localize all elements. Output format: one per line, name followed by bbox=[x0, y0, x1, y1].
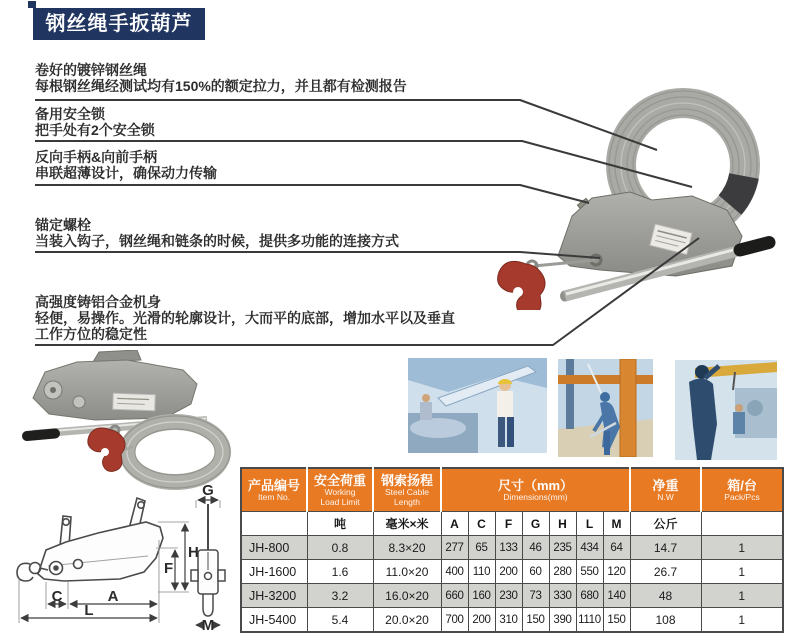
header-pack: 箱/台 Pack/Pcs bbox=[701, 468, 783, 512]
cell: 65 bbox=[468, 536, 495, 560]
name-plate bbox=[113, 393, 156, 410]
unit-cell: 吨 bbox=[307, 512, 373, 536]
usage-photo-2 bbox=[558, 359, 653, 457]
cell: 133 bbox=[495, 536, 522, 560]
header-net-weight: 净重 N.W bbox=[630, 468, 701, 512]
feature-block-wire-rope bbox=[35, 62, 407, 94]
feature-heading: 卷好的镀锌钢丝绳 bbox=[35, 62, 147, 78]
red-hook bbox=[498, 261, 545, 310]
feature-block-safety-lock bbox=[35, 106, 155, 138]
cell: 8.3×20 bbox=[373, 536, 441, 560]
unit-cell: H bbox=[549, 512, 576, 536]
cell: 0.8 bbox=[307, 536, 373, 560]
cell: 11.0×20 bbox=[373, 560, 441, 584]
cell: 108 bbox=[630, 608, 701, 633]
corner-mark bbox=[28, 1, 36, 8]
cell: 277 bbox=[441, 536, 468, 560]
unit-cell bbox=[701, 512, 783, 536]
hook-throat bbox=[101, 448, 109, 456]
table-row bbox=[241, 608, 783, 633]
cell: 60 bbox=[522, 560, 549, 584]
cell: 400 bbox=[441, 560, 468, 584]
cell: 73 bbox=[522, 584, 549, 608]
feature-line: 把手处有2个安全锁 bbox=[35, 122, 155, 138]
cell: 1 bbox=[701, 560, 783, 584]
cell: 120 bbox=[603, 560, 630, 584]
cell-item: JH-800 bbox=[241, 536, 307, 560]
cell: 1 bbox=[701, 608, 783, 633]
cell: 64 bbox=[603, 536, 630, 560]
cell: 280 bbox=[549, 560, 576, 584]
feature-line: 工作方位的稳定性 bbox=[35, 326, 147, 342]
cell: 14.7 bbox=[630, 536, 701, 560]
unit-cell: M bbox=[603, 512, 630, 536]
cell: 160 bbox=[468, 584, 495, 608]
cell-item: JH-3200 bbox=[241, 584, 307, 608]
dim-label-H: H bbox=[188, 544, 199, 561]
dim-label-C: C bbox=[51, 588, 63, 605]
cell: 550 bbox=[576, 560, 603, 584]
feature-line: 轻便，易操作。光滑的轮廓设计，大而平的底部，增加水平以及垂直 bbox=[35, 310, 455, 326]
cell: 230 bbox=[495, 584, 522, 608]
feature-heading: 高强度铸铝合金机身 bbox=[35, 294, 161, 310]
cell: 20.0×20 bbox=[373, 608, 441, 633]
unit-cell bbox=[241, 512, 307, 536]
cell-item: JH-1600 bbox=[241, 560, 307, 584]
cell: 1 bbox=[701, 536, 783, 560]
cell: 26.7 bbox=[630, 560, 701, 584]
hook-throat bbox=[513, 287, 523, 297]
hook-eye bbox=[30, 563, 41, 574]
unit-cell: G bbox=[522, 512, 549, 536]
table-units-row bbox=[241, 512, 783, 536]
cell-item: JH-5400 bbox=[241, 608, 307, 633]
dim-label-A: A bbox=[107, 588, 119, 605]
cell: 1110 bbox=[576, 608, 603, 633]
cell: 200 bbox=[495, 560, 522, 584]
unit-cell: C bbox=[468, 512, 495, 536]
feature-block-anchor-bolt bbox=[35, 217, 399, 249]
hoist-outline bbox=[17, 498, 163, 581]
cell: 46 bbox=[522, 536, 549, 560]
hoist-body-group bbox=[558, 192, 742, 276]
cell: 680 bbox=[576, 584, 603, 608]
cell: 390 bbox=[549, 608, 576, 633]
cell: 200 bbox=[468, 608, 495, 633]
cell: 150 bbox=[522, 608, 549, 633]
feature-block-levers bbox=[35, 149, 217, 181]
feature-heading: 反向手柄&向前手柄 bbox=[35, 149, 158, 165]
hook-group bbox=[88, 426, 125, 471]
table-header-row bbox=[241, 468, 783, 512]
feature-line: 当装入钩子，钢丝绳和链条的时候，提供多功能的连接方式 bbox=[35, 233, 399, 249]
cell: 235 bbox=[549, 536, 576, 560]
usage-photo-1 bbox=[408, 358, 547, 453]
feature-line: 每根钢丝绳经测试均有150%的额定拉力，并且都有检测报告 bbox=[35, 78, 407, 94]
product-photo-main bbox=[480, 70, 780, 310]
product-photo-secondary bbox=[15, 350, 245, 495]
cell: 3.2 bbox=[307, 584, 373, 608]
header-working-load: 安全荷重 Working Load Limit bbox=[307, 468, 373, 512]
unit-cell: L bbox=[576, 512, 603, 536]
header-cable-length: 钢索扬程 Steel Cable Length bbox=[373, 468, 441, 512]
header-dimensions: 尺寸（mm） Dimensions(mm) bbox=[441, 468, 630, 512]
coil-strap bbox=[730, 176, 744, 205]
cell: 660 bbox=[441, 584, 468, 608]
feature-line: 串联超薄设计，确保动力传输 bbox=[35, 165, 217, 181]
cell: 1.6 bbox=[307, 560, 373, 584]
dimension-drawing bbox=[8, 478, 243, 640]
cell: 310 bbox=[495, 608, 522, 633]
table-row bbox=[241, 584, 783, 608]
cell: 700 bbox=[441, 608, 468, 633]
dim-label-F: F bbox=[164, 560, 174, 577]
table-row bbox=[241, 560, 783, 584]
handle-grip bbox=[740, 243, 769, 251]
feature-heading: 锚定螺栓 bbox=[35, 217, 91, 233]
cell: 16.0×20 bbox=[373, 584, 441, 608]
header-item-no: 产品编号 Item No. bbox=[241, 468, 307, 512]
unit-cell: A bbox=[441, 512, 468, 536]
unit-cell: 公斤 bbox=[630, 512, 701, 536]
table-row bbox=[241, 536, 783, 560]
cell: 1 bbox=[701, 584, 783, 608]
usage-photo-3 bbox=[675, 360, 777, 460]
cell: 150 bbox=[603, 608, 630, 633]
cell: 140 bbox=[603, 584, 630, 608]
cell: 110 bbox=[468, 560, 495, 584]
feature-block-alloy-body bbox=[35, 294, 455, 342]
dim-label-L: L bbox=[84, 602, 94, 619]
page-title: 钢丝绳手扳葫芦 bbox=[33, 8, 205, 40]
cell: 5.4 bbox=[307, 608, 373, 633]
spec-table bbox=[240, 467, 784, 633]
dim-label-G: G bbox=[202, 482, 214, 499]
dim-label-M: M bbox=[201, 617, 215, 634]
unit-cell: F bbox=[495, 512, 522, 536]
cell: 434 bbox=[576, 536, 603, 560]
unit-cell: 毫米×米 bbox=[373, 512, 441, 536]
feature-heading: 备用安全锁 bbox=[35, 106, 105, 122]
cell: 48 bbox=[630, 584, 701, 608]
hoist-body bbox=[558, 192, 742, 276]
cell: 330 bbox=[549, 584, 576, 608]
